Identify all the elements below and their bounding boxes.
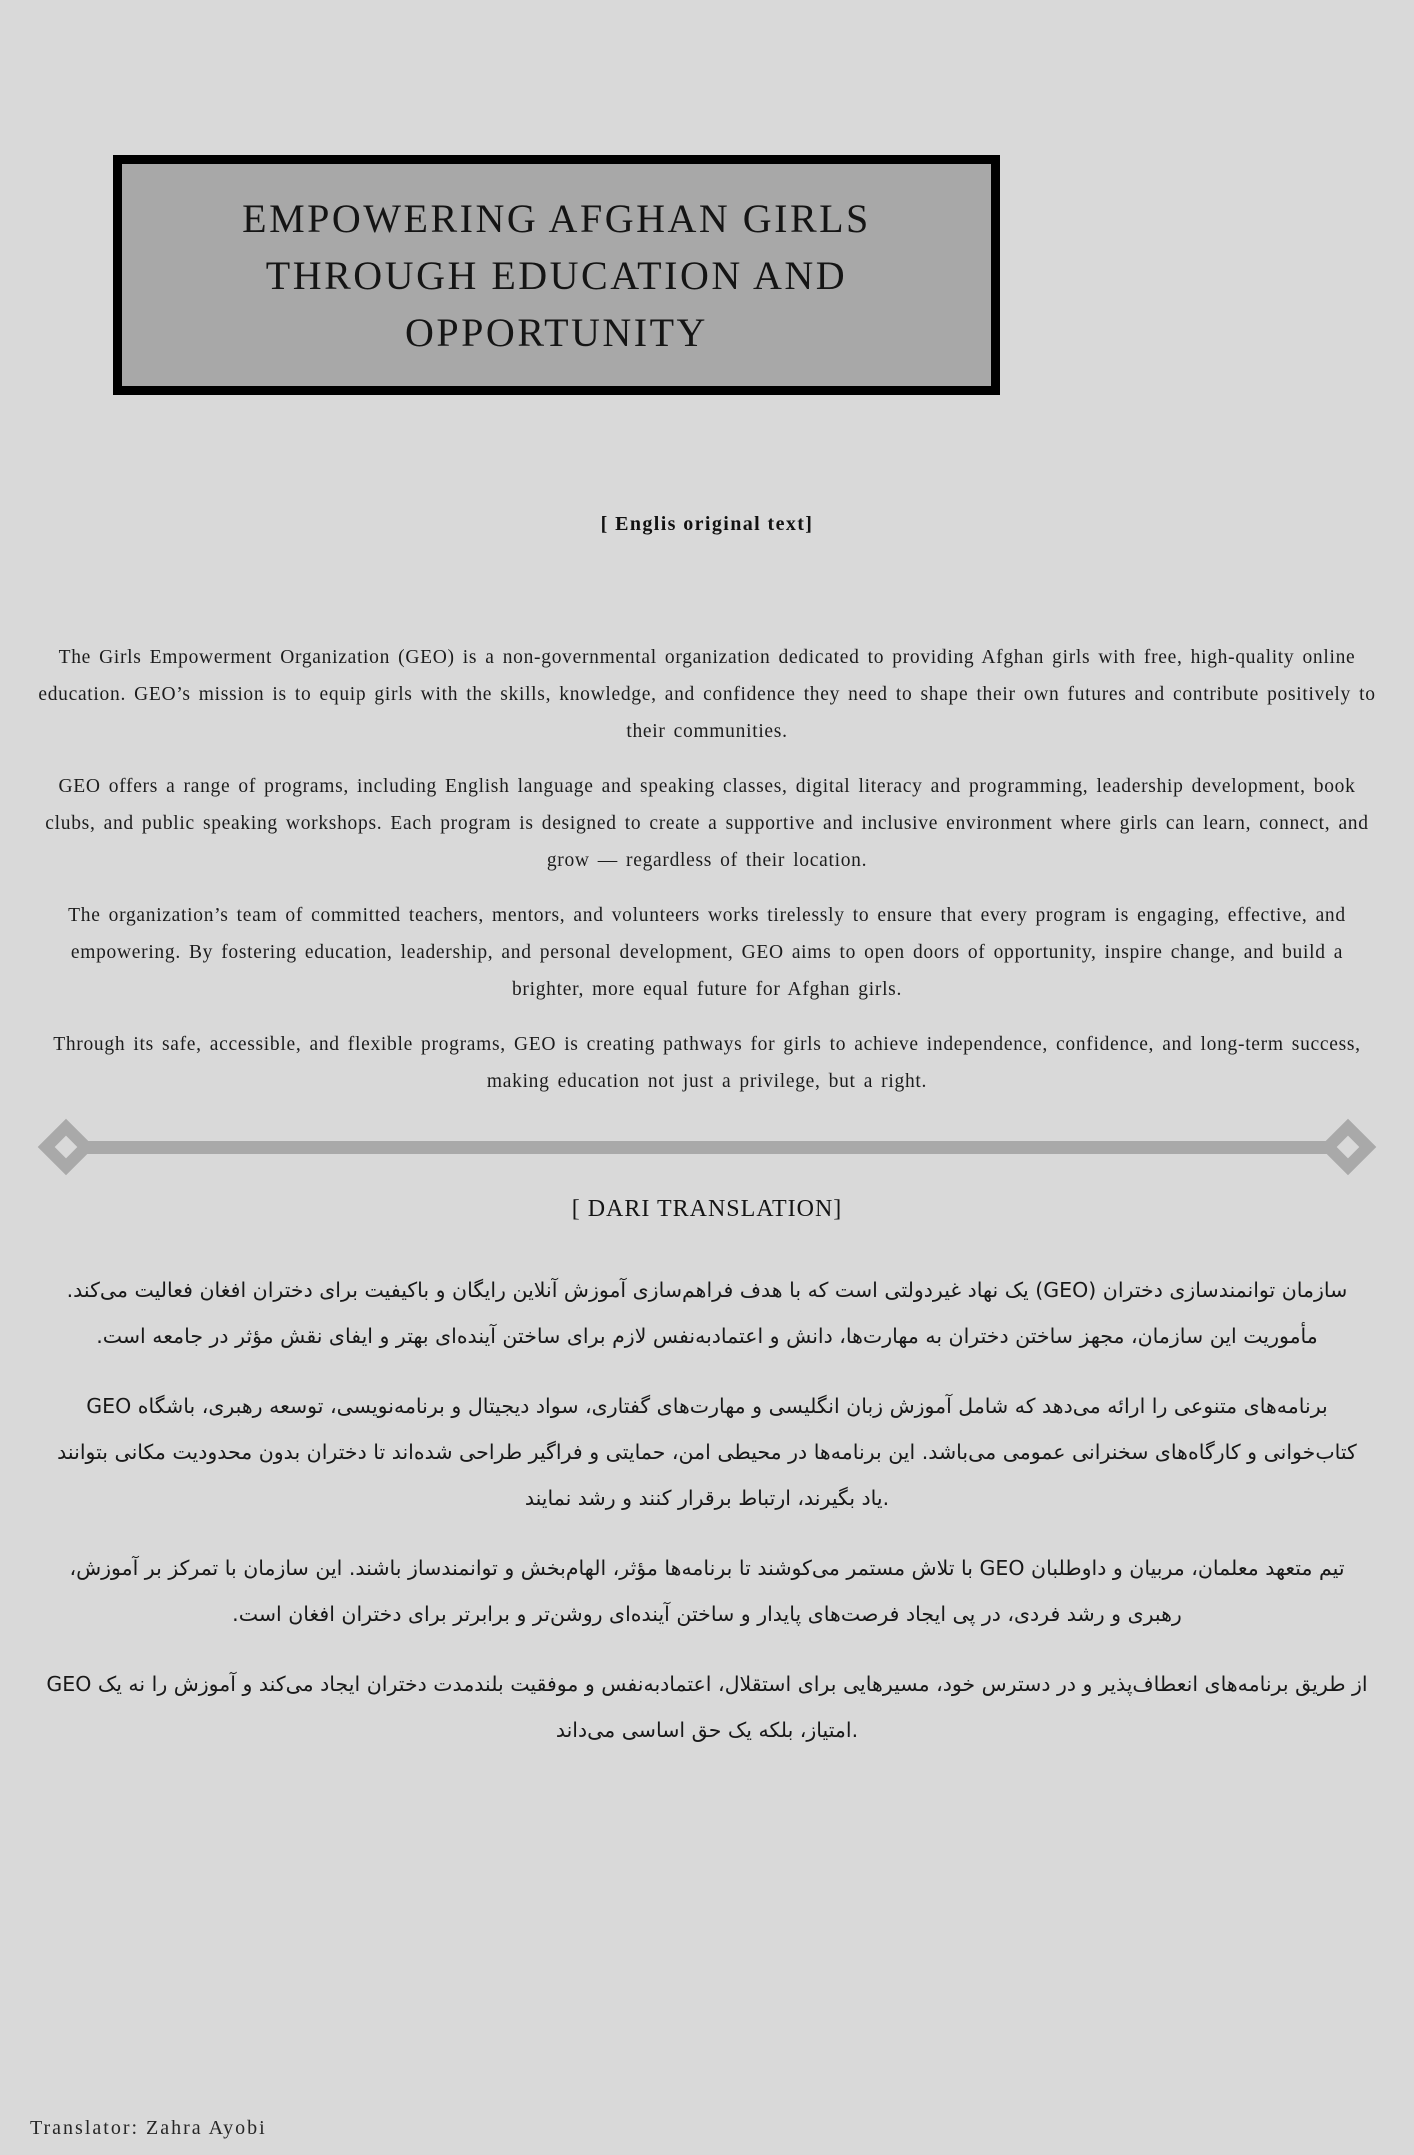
title-line-2: THROUGH EDUCATION AND [265, 252, 848, 298]
diamond-icon [1320, 1119, 1377, 1176]
dari-paragraph-1: سازمان توانمندسازی دختران (GEO) یک نهاد غیردولتی است که با هدف فراهم‌سازی آموزش آنلاین رایگان و باکیفیت برای دختران افغان فعالیت می‌کند. مأموریت این سازمان، مجهز ساختن دختران به مهارت‌ها، دانش و اعتمادبه‌نفس لازم برای ساختن آینده‌ای بهتر و ایفای نقش مؤثر در جامعه است. [66, 1278, 1348, 1348]
divider-line [80, 1141, 1334, 1154]
translator-credit: Translator: Zahra Ayobi [30, 2117, 267, 2139]
english-section [38, 639, 1376, 1100]
document-title [242, 190, 871, 361]
english-paragraph-3: The organization’s team of committed teachers, mentors, and volunteers works tirelessly to ensure that every program is engaging, effective, and empowering. By fostering education, leadership, and personal development, GEO aims to open doors of opportunity, inspire change, and build a brighter, more equal future for Afghan girls. [68, 905, 1346, 1000]
english-paragraph-4: Through its safe, accessible, and flexible programs, GEO is creating pathways for girls to achieve independence, confidence, and long-term success, making education not just a privilege, but a right. [53, 1034, 1361, 1092]
english-paragraph-1: The Girls Empowerment Organization (GEO) is a non-governmental organization dedicated to providing Afghan girls with free, high-quality online education. GEO’s mission is to equip girls with the skills, knowledge, and confidence they need to shape their own futures and contribute positively to their communities. [38, 647, 1376, 742]
document-page [0, 155, 1414, 2155]
title-line-1: EMPOWERING AFGHAN GIRLS [242, 195, 871, 241]
title-line-3: OPPORTUNITY [405, 309, 708, 355]
dari-paragraph-4: GEO از طریق برنامه‌های انعطاف‌پذیر و در دسترس خود، مسیرهایی برای استقلال، اعتمادبه‌نفس و موفقیت بلندمدت دختران ایجاد می‌کند و آموزش را نه یک امتیاز، بلکه یک حق اساسی می‌داند. [46, 1672, 1368, 1742]
english-section-heading: [ Englis original text] [600, 513, 814, 535]
english-paragraph-2: GEO offers a range of programs, including English language and speaking classes, digital literacy and programming, leadership development, book clubs, and public speaking workshops. Each program is designed to create a supportive and inclusive environment where girls can learn, connect, and grow — regardless of their location. [45, 776, 1369, 871]
dari-paragraph-2: GEO برنامه‌های متنوعی را ارائه می‌دهد که شامل آموزش زبان انگلیسی و مهارت‌های گفتاری، سواد دیجیتال و برنامه‌نویسی، توسعه رهبری، باشگاه کتاب‌خوانی و کارگاه‌های سخنرانی عمومی می‌باشد. این برنامه‌ها در محیطی امن، حمایتی و فراگیر طراحی شده‌اند تا دختران بدون محدودیت مکانی بتوانند یاد بگیرند، ارتباط برقرار کنند و رشد نمایند. [57, 1394, 1357, 1510]
section-divider [46, 1118, 1368, 1176]
dari-section [44, 1267, 1370, 1753]
dari-section-heading: [ DARI TRANSLATION] [571, 1196, 843, 1222]
dari-paragraph-3: تیم متعهد معلمان، مربیان و داوطلبان GEO با تلاش مستمر می‌کوشند تا برنامه‌ها مؤثر، الهام‌بخش و توانمندساز باشند. این سازمان با تمرکز بر آموزش، رهبری و رشد فردی، در پی ایجاد فرصت‌های پایدار و ساختن آینده‌ای روشن‌تر و برابرتر برای دختران افغان است. [69, 1556, 1345, 1626]
diamond-icon [38, 1119, 95, 1176]
title-banner [113, 155, 1000, 395]
